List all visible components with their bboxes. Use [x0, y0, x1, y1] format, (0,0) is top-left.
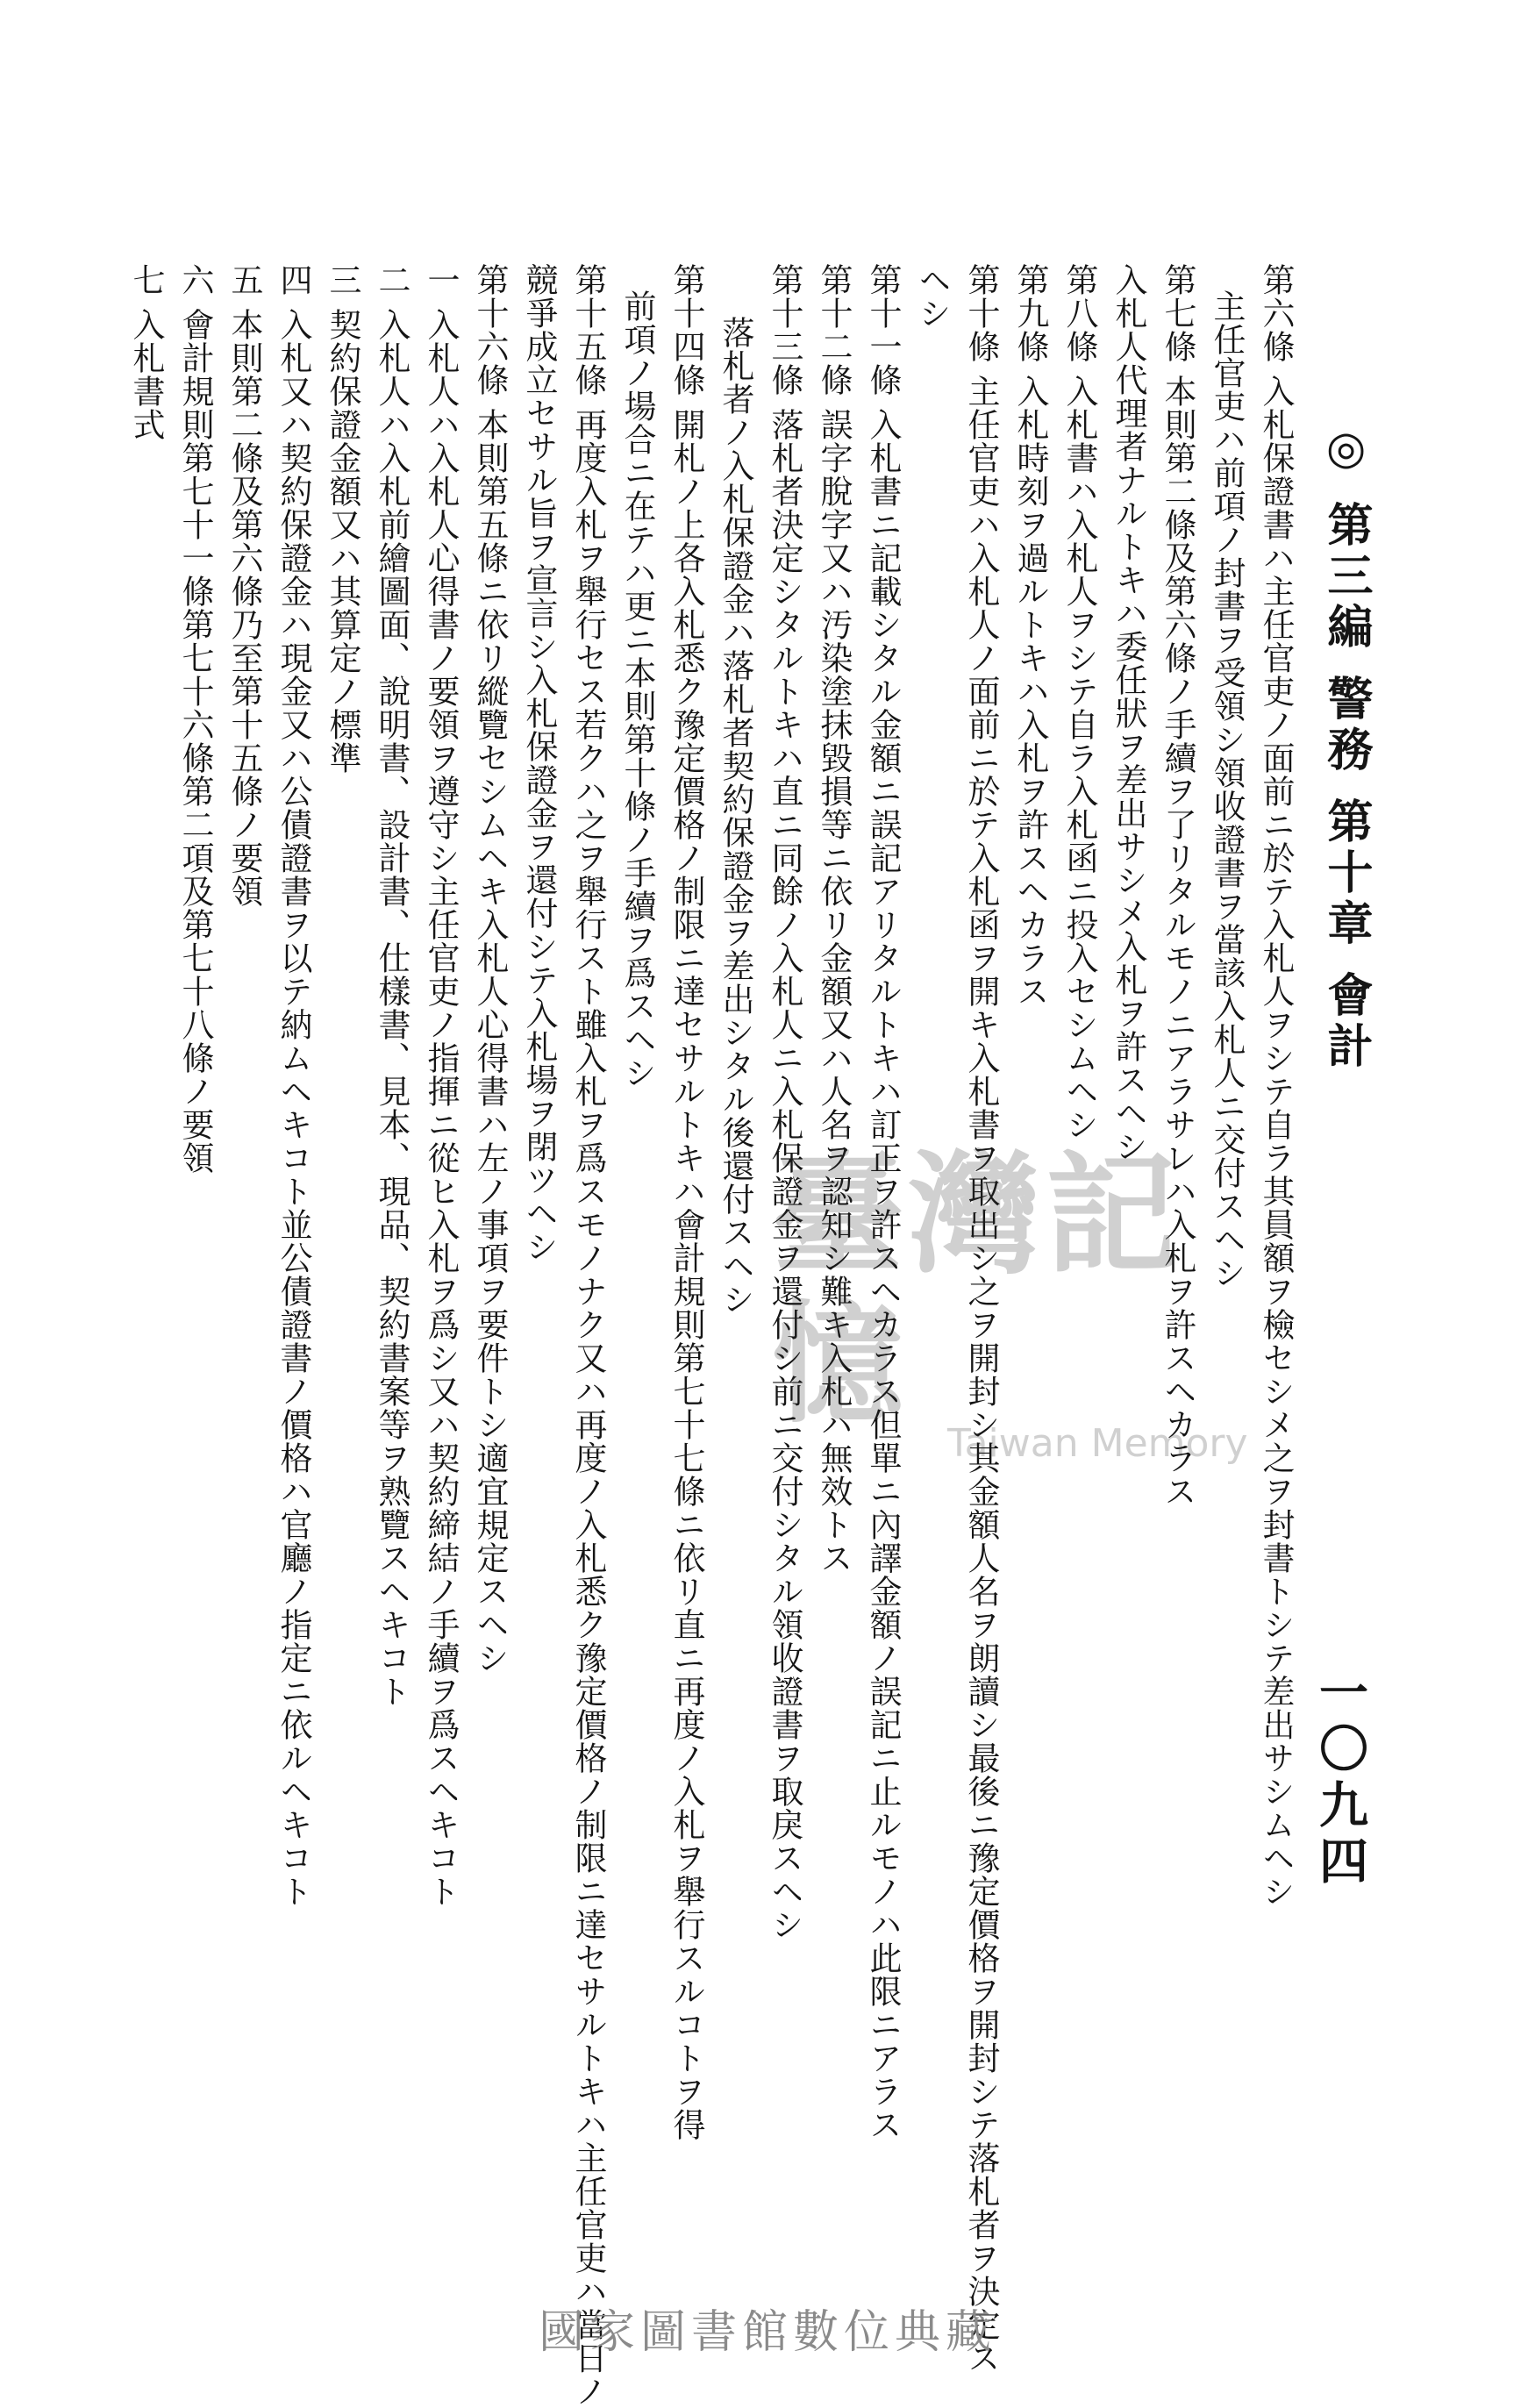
- watermark-logo: [772, 1138, 1263, 1466]
- text-column: 七 入札書式: [127, 263, 165, 441]
- text-column: ヘシ: [913, 263, 951, 330]
- text-column: 第六條 入札保證書ハ主任官吏ノ面前ニ於テ入札人ヲシテ自ラ其員額ヲ檢セシメ之ヲ封書トシテ差出サシムヘシ: [1257, 263, 1295, 1908]
- text-column: 第七條 本則第二條及第六條ノ手續ヲ了リタルモノニアラサレハ入札ヲ許スヘカラス: [1159, 263, 1196, 1508]
- text-column: 三 契約保證金額又ハ其算定ノ標準: [324, 263, 361, 775]
- text-column: 第十三條 落札者決定シタルトキハ直ニ同餘ノ入札人ニ入札保證金ヲ還付シ前ニ交付シタル領收證書ヲ取戾スヘシ: [766, 263, 803, 1941]
- text-column: 四 入札又ハ契約保證金ハ現金又ハ公債證書ヲ以テ納ムヘキコト並公債證書ノ價格ハ官廳ノ指定ニ依ルヘキコト: [275, 263, 312, 1908]
- watermark-en: Taiwan Memory: [947, 1421, 1248, 1466]
- text-column: 第十五條 再度入札ヲ舉行セス若クハ之ヲ舉行スト雖入札ヲ爲スモノナク又ハ再度ノ入札悉ク豫定價格ノ制限ニ達セサルトキハ主任官吏ハ當日ノ: [569, 263, 607, 2408]
- text-column: 第八條 入札書ハ入札人ヲシテ自ラ入札函ニ投入セシムヘシ: [1060, 263, 1098, 1141]
- text-column: 第九條 入札時刻ヲ過ルトキハ入札ヲ許スヘカラス: [1011, 263, 1049, 1008]
- text-column: 主任官吏ハ前項ノ封書ヲ受領シ領收證書ヲ當該入札人ニ交付スヘシ: [1208, 289, 1246, 1290]
- footer-caption: 國家圖書館數位典藏: [538, 2306, 996, 2359]
- text-column: 一 入札人ハ入札人心得書ノ要領ヲ遵守シ主任官吏ノ指揮ニ從ヒ入札ヲ爲シ又ハ契約締結ノ手續ヲ爲スヘキコト: [422, 263, 460, 1908]
- page-header: ◎ 第三編 警務 第十章 會計: [1319, 421, 1373, 1074]
- text-column: 五 本則第二條及第六條乃至第十五條ノ要領: [225, 263, 263, 908]
- text-column: 落札者ノ入札保證金ハ落札者契約保證金ヲ差出シタル後還付スヘシ: [717, 316, 754, 1316]
- text-column: 入札人代理者ナルトキハ委任狀ヲ差出サシメ入札ヲ許スヘシ: [1110, 263, 1147, 1163]
- text-column: 第十六條 本則第五條ニ依リ縱覽セシムヘキ入札人心得書ハ左ノ事項ヲ要件トシ適宜規定スヘシ: [471, 263, 509, 1675]
- text-column: 前項ノ場合ニ在テハ更ニ本則第十條ノ手續ヲ爲スヘシ: [618, 289, 656, 1090]
- watermark-cn: 臺灣記憶: [772, 1138, 1183, 1441]
- text-column: 二 入札人ハ入札前繪圖面、說明書、設計書、仕樣書、見本、現品、契約書案等ヲ熟覽スヘキコト: [373, 263, 411, 1708]
- text-column: 第十一條 入札書ニ記載シタル金額ニ誤記アリタルトキハ訂正ヲ許スヘカラス但單ニ內譯金額ノ誤記ニ止ルモノハ此限ニアラス: [864, 263, 902, 2141]
- page-number: 一〇九四: [1311, 1667, 1369, 1891]
- text-column: 第十二條 誤字脫字又ハ汚染塗抹毀損等ニ依リ金額又ハ人名ヲ認知シ難キ入札ハ無效トス: [815, 263, 853, 1575]
- text-column: 六 會計規則第七十一條第七十六條第二項及第七十八條ノ要領: [176, 263, 214, 1175]
- text-column: 第十條 主任官吏ハ入札人ノ面前ニ於テ入札函ヲ開キ入札書ヲ取出シ之ヲ開封シ其金額人名ヲ朗讀シ最後ニ豫定價格ヲ開封シテ落札者ヲ決定ス: [962, 263, 1000, 2375]
- text-column: 競爭成立セサル旨ヲ宣言シ入札保證金ヲ還付シテ入札場ヲ閉ツヘシ: [520, 263, 558, 1263]
- text-column: 第十四條 開札ノ上各入札悉ク豫定價格ノ制限ニ達セサルトキハ會計規則第七十七條ニ依リ直ニ再度ノ入札ヲ舉行スルコトヲ得: [668, 263, 705, 2141]
